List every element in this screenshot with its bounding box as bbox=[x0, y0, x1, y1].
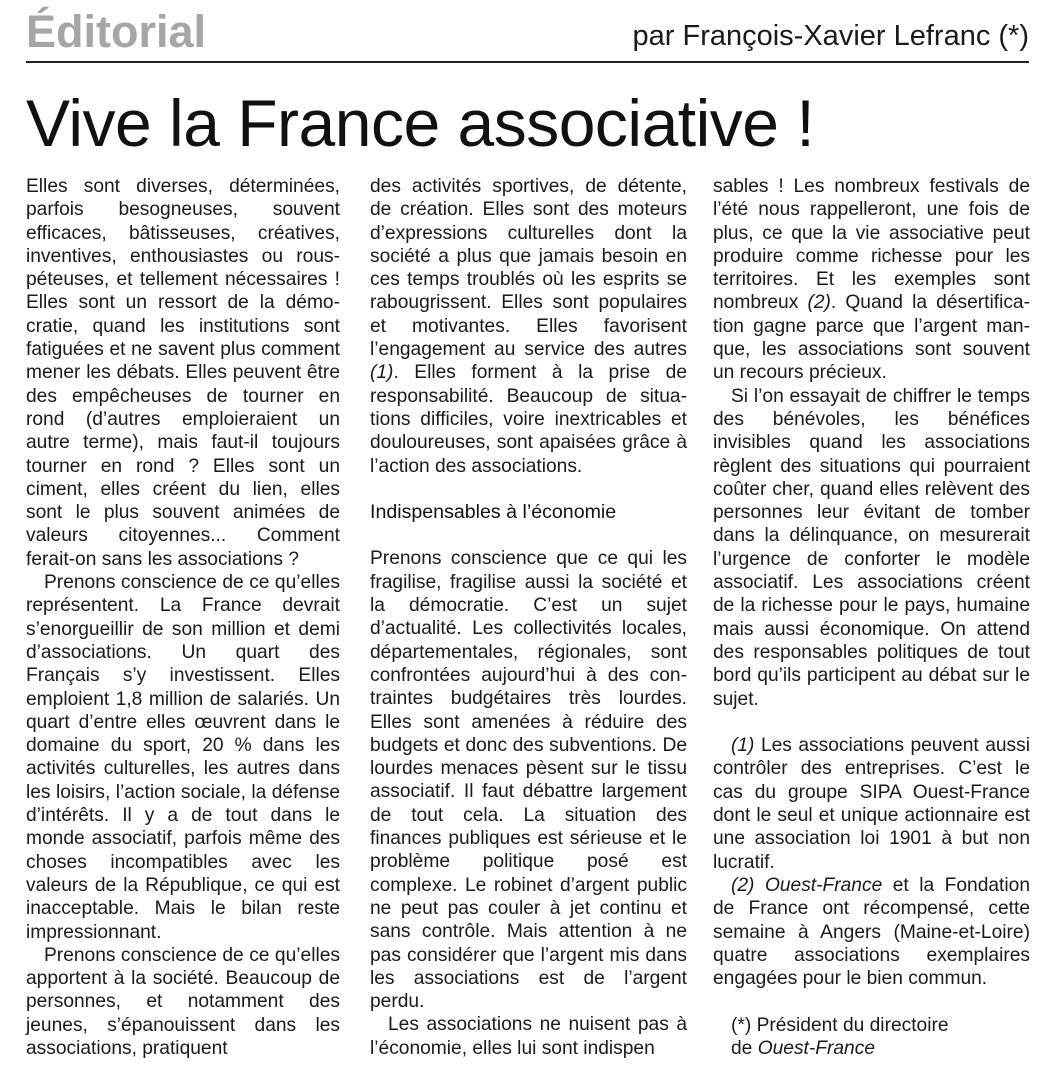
spacer bbox=[370, 524, 687, 547]
spacer bbox=[713, 990, 1030, 1013]
column-2 bbox=[370, 175, 687, 1060]
footnote-2 bbox=[713, 874, 1030, 990]
text-run: de bbox=[731, 1037, 758, 1059]
author-note: (*) Président du directoire bbox=[731, 1014, 949, 1036]
text-run: . Quand la désertification gagne parce que l’argent manque, les associations sont souvent un recours précieux. bbox=[713, 292, 1030, 384]
paragraph bbox=[370, 175, 687, 478]
spacer bbox=[370, 478, 687, 501]
subheading: Indispensables à l’économie bbox=[370, 501, 617, 524]
spacer bbox=[713, 711, 1030, 734]
rubric-title: Éditorial bbox=[26, 6, 207, 57]
footnote-marker: (2) Ouest-France bbox=[731, 874, 883, 896]
footnote-1 bbox=[713, 734, 1030, 874]
paragraph: Prenons conscience que ce qui les fragilise, fragilise aussi la société et la démocratie. C’est un sujet d’actualité. Les collectivités locales, départementales, régionales, sont confrontées aujourd’hui à des contraintes budgétaires très lourdes. Elles sont amenées à réduire des budgets et donc des subventions. De lourdes menaces pèsent sur le tissu associatif. Il faut débattre largement de tout cela. La situation des finances publiques est sérieuse et le problème politique posé est complexe. Le robinet d’argent public ne peut pas couler à jet continu et sans contrôle. Mais attention à ne pas considérer que l’argent mis dans les associations est de l’argent perdu. bbox=[370, 548, 687, 1013]
column-1 bbox=[26, 175, 340, 1060]
paragraph bbox=[713, 175, 1030, 385]
footnote-ref: (1) bbox=[370, 362, 394, 384]
column-3 bbox=[713, 175, 1030, 1060]
footnote-ref: (2) bbox=[798, 292, 831, 314]
footnote-text: Les associations peuvent aussi contrôler des entreprises. C’est le cas du groupe SIPA Ouest-France dont le seul et unique actionnaire est une association loi 1901 à but non lucratif. bbox=[713, 735, 1030, 873]
paragraph: Les associations ne nuisent pas à l’économie, elles lui sont indispen bbox=[370, 1014, 687, 1059]
paragraph: Prenons conscience de ce qu’elles apportent à la société. Beaucoup de personnes, et notamment des jeunes, s’épanouissent dans les associations, pratiquent bbox=[26, 944, 340, 1059]
footnote-marker: (1) bbox=[731, 735, 755, 757]
header-rule bbox=[26, 61, 1029, 63]
text-run: sables ! Les nombreux festivals de l’été nous rappelleront, une fois de plus, ce que la vie associative peut produire comme richesse pour les territoires. Et les exemples sont nombreux bbox=[713, 176, 1030, 314]
author-note-line2 bbox=[713, 1037, 1030, 1060]
paragraph: Si l’on essayait de chiffrer le temps des bénévoles, les bénéfices invisibles quand les associations règlent des situations qui pourraient coûter cher, quand elles relèvent des personnes leur évitant de tomber dans la délinquance, on mesurerait l’urgence de conforter le modèle associatif. Les associations créent de la richesse pour le pays, humaine mais aussi économique. On attend des responsables politiques de tout bord qu’ils participent au débat sur le sujet. bbox=[713, 385, 1030, 710]
paragraph: Prenons conscience de ce qu’elles représentent. La France devrait s’enorgueillir de son million et demi d’associations. Un quart des Français s’y investissent. Elles emploient 1,8 million de salariés. Un quart d’entre elles œuvrent dans le domaine du sport, 20 % dans les activités culturelles, les autres dans les loisirs, l’action sociale, la défense d’intérêts. Il y a de tout dans le monde associatif, parfois même des choses incompatibles avec les valeurs de la République, ce qui est inacceptable. Mais le bilan reste impressionnant. bbox=[26, 572, 340, 943]
footnote-text: et la Fondation de France ont récompensé, cette semaine à Angers (Maine-et-Loire) quatre associations exemplaires engagées pour le bien commun. bbox=[713, 874, 1030, 990]
headline: Vive la France associative ! bbox=[26, 86, 815, 160]
newspaper-name: Ouest-France bbox=[757, 1037, 875, 1059]
text-run: des activités sportives, de détente, de création. Elles sont des moteurs d’expressions culturelles dont la société a plus que jamais besoin en ces temps troublés où les esprits se rabougrissent. Elles sont populaires et motivantes. Elles favorisent l’engagement au service des autres bbox=[370, 176, 687, 361]
byline: par François-Xavier Lefranc (*) bbox=[632, 20, 1029, 52]
paragraph: Elles sont diverses, déterminées, parfois besogneuses, souvent efficaces, bâtisseuses, créatives, inventives, enthousiastes ou rouspéteuses, et tellement nécessaires ! Elles sont un ressort de la démocratie, quand les institutions sont fatiguées et ne savent plus comment mener les débats. Elles peuvent être des empêcheuses de tourner en rond (d’autres emploieraient un autre terme), mais faut-il toujours tourner en rond ? Elles sont un ciment, elles créent du lien, elles sont le plus souvent animées de valeurs citoyennes... Comment ferait-on sans les associations ? bbox=[26, 176, 340, 570]
text-run: . Elles forment à la prise de responsabilité. Beaucoup de situations difficiles, voire inextricables et douloureuses, sont apaisées grâce à l’action des associations. bbox=[370, 362, 687, 477]
